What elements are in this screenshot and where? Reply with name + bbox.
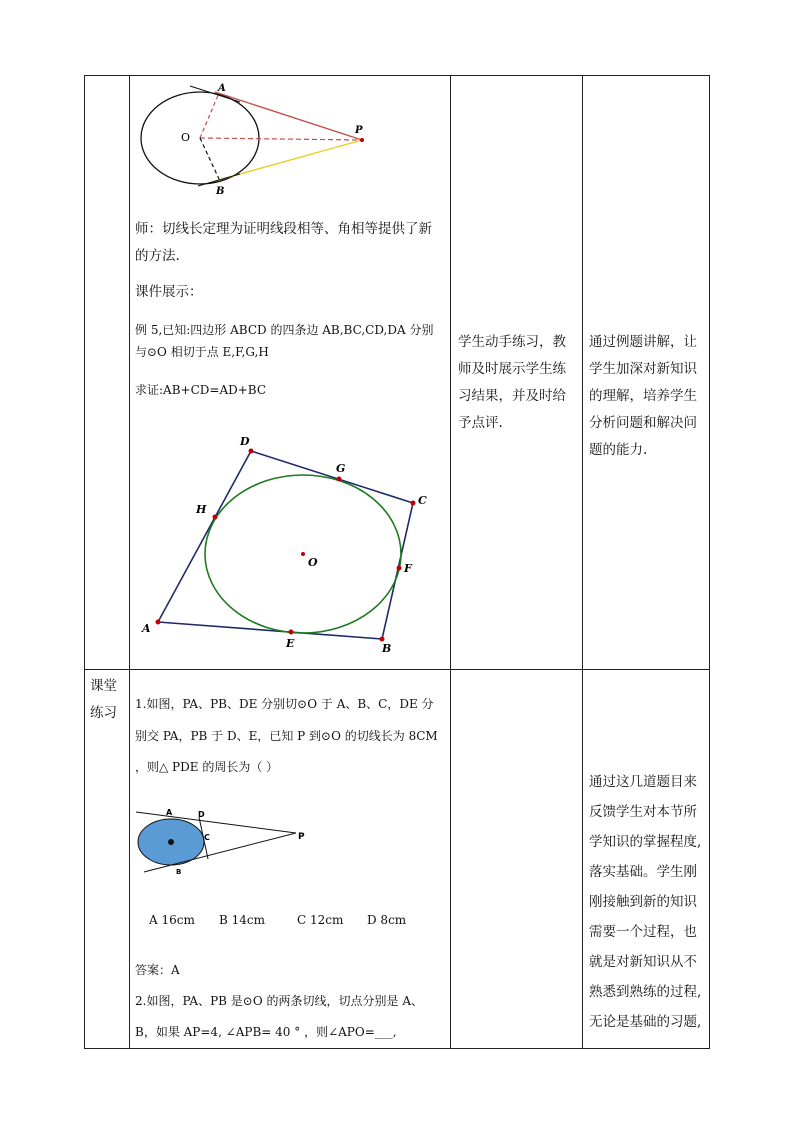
quadrilateral-figure — [130, 425, 440, 665]
practice-intent-cell — [589, 767, 709, 1037]
design-intent-line: 学生加深对新知识 — [589, 361, 697, 377]
example-5-line-1: 例 5,已知:四边形 ABCD 的四条边 AB,BC,CD,DA 分别 — [135, 323, 434, 337]
question-2-line-2: B，如果 AP=4, ∠APB= 40 ° ，则∠APO=___, — [135, 1025, 397, 1039]
radius-oa — [200, 93, 219, 138]
label-a: A — [218, 83, 226, 94]
example-5-line-2: 与⊙O 相切于点 E,F,G,H — [135, 345, 269, 359]
student-activity-line: 习结果，并及时给 — [458, 388, 566, 404]
label-o: O — [181, 131, 191, 144]
question-1-options — [149, 907, 449, 934]
design-intent-line: 题的能力. — [589, 442, 648, 458]
practice-intent-line: 反馈学生对本节所 — [589, 804, 697, 820]
practice-intent-line: 就是对新知识从不 — [589, 954, 697, 970]
tangent-line-b-ext — [198, 174, 240, 186]
practice-intent-line: 落实基础。学生刚 — [589, 864, 697, 880]
courseware-label: 课件展示： — [135, 284, 203, 300]
practice-intent-line: 刚接触到新的知识 — [589, 894, 697, 910]
point-h — [213, 515, 218, 520]
row-label-classroom-practice — [90, 673, 117, 727]
label-b: B — [382, 642, 392, 655]
practice-intent-line: 熟悉到熟练的过程, — [589, 984, 702, 1000]
question-2-line-1: 2.如图，PA、PB 是⊙O 的两条切线，切点分别是 A、 — [135, 994, 423, 1008]
option-b: B 14cm — [219, 913, 266, 927]
point-b — [380, 637, 385, 642]
point-d — [249, 449, 254, 454]
option-c: C 12cm — [297, 913, 344, 927]
point-f — [397, 566, 402, 571]
point-c — [411, 501, 416, 506]
table-top-border — [84, 75, 710, 76]
label-h: H — [196, 503, 207, 516]
design-intent-line: 通过例题讲解，让 — [589, 334, 697, 350]
row-label-line: 课堂 — [90, 678, 117, 694]
label-a: A — [142, 622, 151, 635]
option-a: A 16cm — [149, 913, 195, 927]
label-d: D — [240, 435, 250, 448]
segment-po — [200, 138, 362, 140]
label-g: G — [336, 462, 346, 475]
question-1-line-3: ，则△ PDE 的周长为（ ） — [135, 760, 279, 774]
point-e — [289, 630, 294, 635]
center-dot — [168, 839, 174, 845]
radius-ob — [200, 138, 219, 179]
point-a — [156, 620, 161, 625]
option-d: D 8cm — [367, 913, 407, 927]
practice-intent-line: 通过这几道题目来 — [589, 774, 697, 790]
label-o: O — [308, 556, 318, 569]
teacher-remark-line-1: 师：切线长定理为证明线段相等、角相等提供了新 — [135, 221, 432, 237]
question-1-line-1: 1.如图，PA、PB、DE 分别切⊙O 于 A、B、C，DE 分 — [135, 697, 434, 711]
prove-statement: 求证:AB+CD=AD+BC — [135, 383, 267, 397]
col-divider-2 — [450, 75, 451, 1049]
question-1-figure — [132, 803, 317, 878]
quadrilateral-abcd — [158, 451, 413, 639]
label-e: E — [286, 637, 295, 650]
student-activity-line: 师及时展示学生练 — [458, 361, 566, 377]
label-a: A — [166, 808, 173, 817]
label-d: D — [198, 810, 205, 819]
point-o — [301, 552, 305, 556]
tangent-pa — [215, 92, 362, 140]
label-f: F — [404, 562, 412, 575]
table-left-border — [84, 75, 85, 1049]
label-c: C — [204, 833, 210, 842]
student-activity-cell — [458, 329, 578, 437]
table-right-border — [709, 75, 710, 1049]
design-intent-line: 分析问题和解决问 — [589, 415, 697, 431]
label-c: C — [418, 494, 427, 507]
tangent-length-figure — [130, 80, 380, 200]
question-1-answer: 答案：A — [135, 963, 180, 977]
point-p — [360, 138, 364, 142]
tangent-line-a-ext — [190, 86, 240, 102]
table-bottom-border — [84, 1048, 710, 1049]
row-divider — [84, 669, 710, 670]
question-1-line-2: 别交 PA，PB 于 D、E，已知 P 到⊙O 的切线长为 8CM — [135, 729, 438, 743]
practice-intent-line: 无论是基础的习题, — [589, 1014, 702, 1030]
label-b: B — [176, 868, 182, 876]
teacher-remark-line-2: 的方法. — [135, 248, 180, 264]
row-label-line: 练习 — [90, 705, 117, 721]
label-p: P — [298, 832, 305, 842]
practice-intent-line: 需要一个过程，也 — [589, 924, 697, 940]
point-g — [337, 477, 342, 482]
col-divider-3 — [582, 75, 583, 1049]
design-intent-line: 的理解，培养学生 — [589, 388, 697, 404]
label-b: B — [216, 186, 225, 197]
practice-intent-line: 学知识的掌握程度, — [589, 834, 702, 850]
label-p: P — [355, 125, 363, 136]
design-intent-cell — [589, 329, 707, 464]
student-activity-line: 予点评. — [458, 415, 503, 431]
student-activity-line: 学生动手练习，教 — [458, 334, 566, 350]
